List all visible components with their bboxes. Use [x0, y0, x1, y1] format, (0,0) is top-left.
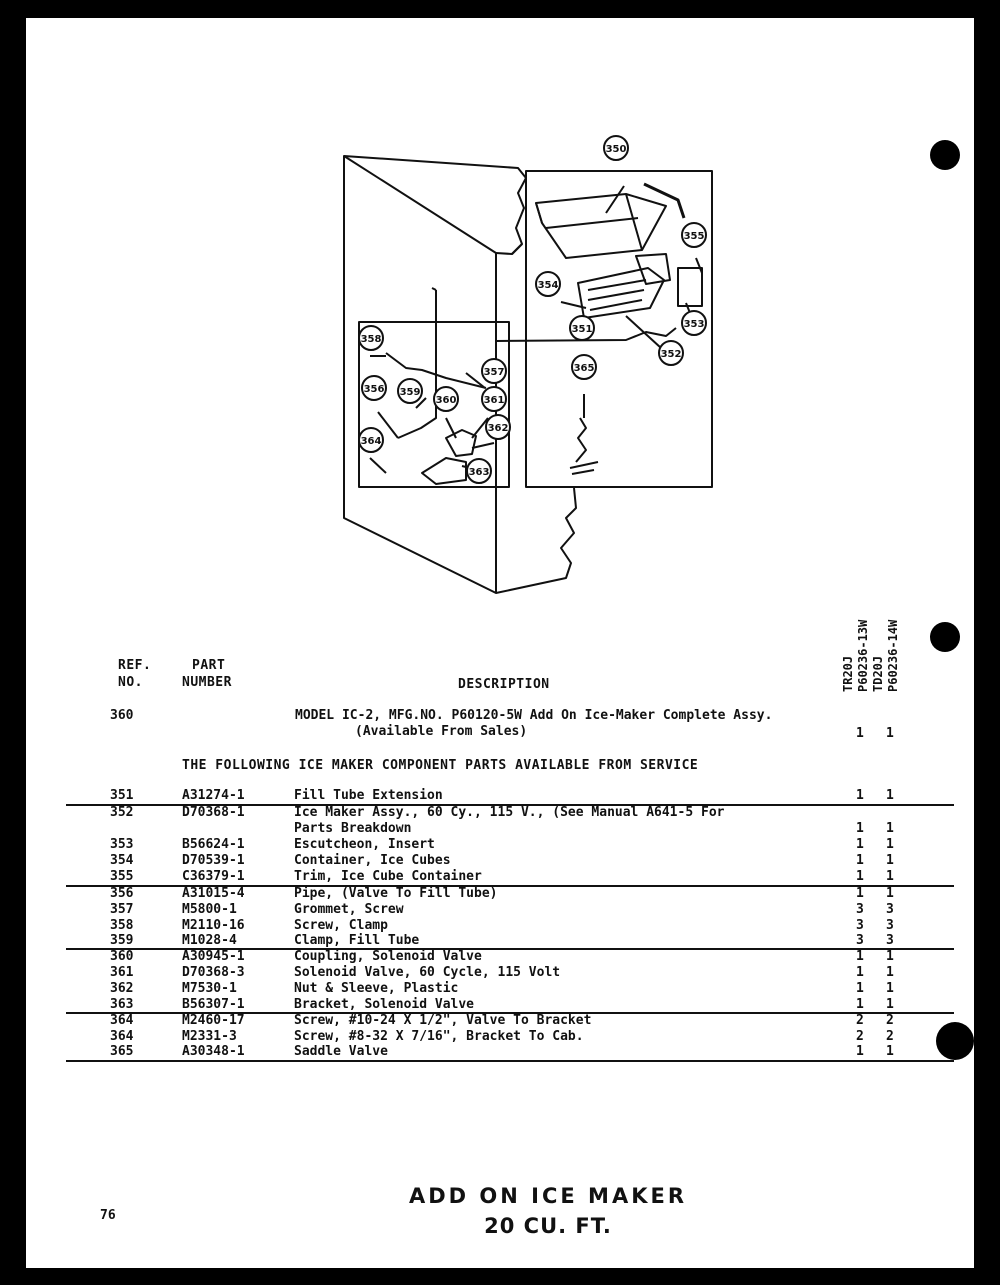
callout-357: 357 [483, 367, 505, 378]
callout-363: 363 [468, 467, 490, 478]
callout-362: 362 [487, 423, 509, 434]
page-subtitle: 20 CU. FT. [484, 1214, 612, 1238]
callout-359: 359 [399, 387, 421, 398]
binder-hole-bottom [936, 1022, 974, 1060]
callout-358: 358 [360, 334, 382, 345]
part-number-header: PART NUMBER [182, 658, 232, 690]
page-title: ADD ON ICE MAKER [409, 1184, 687, 1208]
callout-360: 360 [435, 395, 457, 406]
page-number: 76 [100, 1208, 116, 1223]
binder-hole-middle [930, 622, 960, 652]
parts-page: 350 355 354 353 351 352 358 357 356 359 360 361 362 364 363 365 REF. NO. PART NUMBER DESCRIPTION TR20J P60236-13W TD20J P60236-14W 360 MODEL IC-2, MFG.NO. P60120-5W Add On Ice-Maker Complete Assy. (Available From Sales) 1 1 THE FOLLOWING ICE MAKER COMPONENT PARTS AVAILABLE FROM SERVICE 351 A31274-1 Fill Tube Extension 1 1 352 D70368-1 Ice Maker Assy., 60 Cy., 115 V., (See Manual A641-5 For Parts Breakdown 1 1 353 B56624-1 Escutcheon, Insert 1 1 354 D70539-1 Container, Ice Cubes 1 1 355 C36379-1 Trim, Ice Cube Container 1 1 356 A31015-4 Pipe, (Valve To Fill Tube) 1 1 357 M5800-1 Grommet, Screw 3 3 358 M2110-16 Screw, Clamp 3 3 359 M1028-4 Clamp, Fill Tube 3 3 360 A30945-1 Coupling, Solenoid Valve 1 1 361 D70368-3 Solenoid Valve, 60 Cycle, 115 Volt 1 1 362 M7530-1 Nut & Sleeve, Plastic 1 1 363 B56307-1 Bracket, Solenoid Valve 1 1 364 M2460-17 Screw, #10-24 X 1/2", Valve To Bracket 2 2 364 M2331-3 Screw, #8-32 X 7/16", Bracket To Cab. 2 2 365 A30348-1 Saddle Valve 1 1 76 ADD ON ICE MAKER 20 CU. FT. [26, 18, 974, 1268]
callout-352: 352 [660, 349, 682, 360]
ref-no-header: REF. NO. [118, 658, 152, 690]
callout-365: 365 [573, 363, 595, 374]
section-note: THE FOLLOWING ICE MAKER COMPONENT PARTS AVAILABLE FROM SERVICE [182, 758, 699, 773]
callout-353: 353 [683, 319, 705, 330]
exploded-parts-diagram [26, 18, 974, 618]
description-header: DESCRIPTION [458, 677, 550, 692]
callout-351: 351 [571, 324, 593, 335]
model-header-td20j: TD20J [871, 655, 885, 692]
model-header-tr20j: TR20J [841, 655, 855, 692]
callout-355: 355 [683, 231, 705, 242]
callout-356: 356 [363, 384, 385, 395]
callout-350: 350 [605, 144, 627, 155]
table-rule [66, 1060, 954, 1062]
callout-361: 361 [483, 395, 505, 406]
model-header-p60236-14w: P60236-14W [886, 619, 900, 692]
model-header-p60236-13w: P60236-13W [856, 619, 870, 692]
callout-364: 364 [360, 436, 382, 447]
callout-354: 354 [537, 280, 559, 291]
